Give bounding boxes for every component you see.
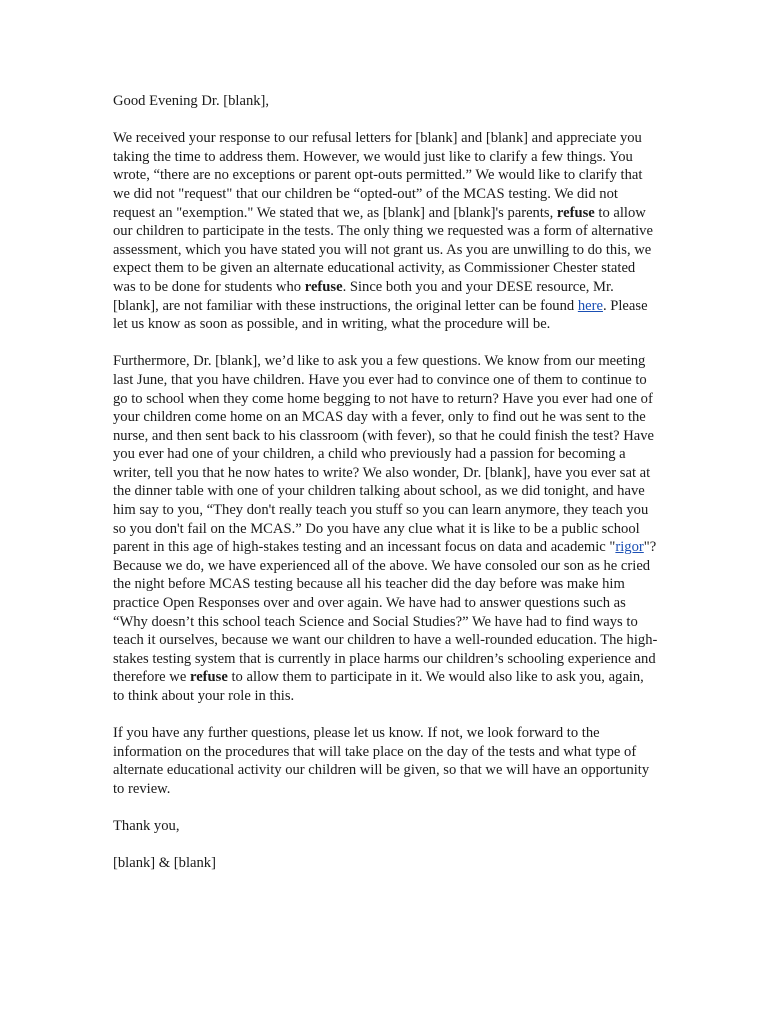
refuse-emphasis-2: refuse <box>304 278 343 295</box>
refuse-emphasis-1: refuse <box>556 204 595 221</box>
p1-text-1: We received your response to our refusal letters for [blank] and [blank] and appreciate you taking the time to address them. However, we would just like to clarify a few things. You wrote, “there are no exceptions or parent opt-outs permitted.” We would like to clarify that we did not "request" that our children be “opted-out” of the MCAS testing. We did not request an "exemption." We stated that we, as [blank] and [blank]'s parents, <box>113 130 643 221</box>
p1-text-4: . Please let us know as soon as possible, and in writing, what the procedure will be. <box>113 297 648 333</box>
original-letter-link[interactable]: here <box>577 297 603 314</box>
greeting: Good Evening Dr. [blank], <box>113 93 270 109</box>
closing: Thank you, <box>113 818 180 835</box>
p1-text-2: to allow our children to participate in the tests. The only thing we requested was a form of alternative assessment, which you have stated you will not grant us. As you are unwilling to do this, we expect them to be given an alternate educational activity, as Commissioner Chester stated was to be done for students who <box>113 204 653 295</box>
signature: [blank] & [blank] <box>113 855 216 872</box>
letter-body <box>113 92 658 892</box>
p2-text-1: Furthermore, Dr. [blank], we’d like to ask you a few questions. We know from our meeting last June, that you have children. Have you ever had to convince one of them to continue to go to school when they come home begging to not have to return? Have you ever had one of your children come home on an MCAS day with a fever, only to find out he was sent to the nurse, and then sent back to his classroom (with fever), so that he could finish the test? Have you ever had one of your children, a child who previously had a passion for becoming a writer, tell you that he now hates to write? We also wonder, Dr. [blank], have you ever sat at the dinner table with one of your children talking about school, as we did tonight, and have him say to you, “They don't really teach you stuff so you can learn anymore, they teach you so you don't fail on the MCAS.” Do you have any clue what it is like to be a public school parent in this age of high-stakes testing and an incessant focus on data and academic " <box>113 353 655 556</box>
rigor-link[interactable]: rigor <box>615 539 644 556</box>
p2-text-2: "? Because we do, we have experienced all of the above. We have consoled our son as he cried the night before MCAS testing because all his teacher did the day before was make him practice Open Responses over and over again. We have had to answer questions such as “Why doesn’t this school teach Science and Social Studies?” We have had to find ways to teach it ourselves, because we want our children to have a well-rounded education. The high-stakes testing system that is currently in place harms our children’s schooling experience and therefore we <box>113 539 658 686</box>
refuse-emphasis-3: refuse <box>189 669 228 686</box>
paragraph-followup: If you have any further questions, please let us know. If not, we look forward to the information on the procedures that will take place on the day of the tests and what type of alternate educational activity our children will be given, so that we will have an opportunity to review. <box>113 725 650 797</box>
p1-text-3: . Since both you and your DESE resource, Mr. [blank], are not familiar with these instructions, the original letter can be found <box>113 278 614 314</box>
paragraph-questions <box>113 352 658 705</box>
paragraph-refusal-clarification <box>113 129 658 334</box>
p2-text-3: to allow them to participate in it. We would also like to ask you, again, to think about your role in this. <box>113 669 644 704</box>
